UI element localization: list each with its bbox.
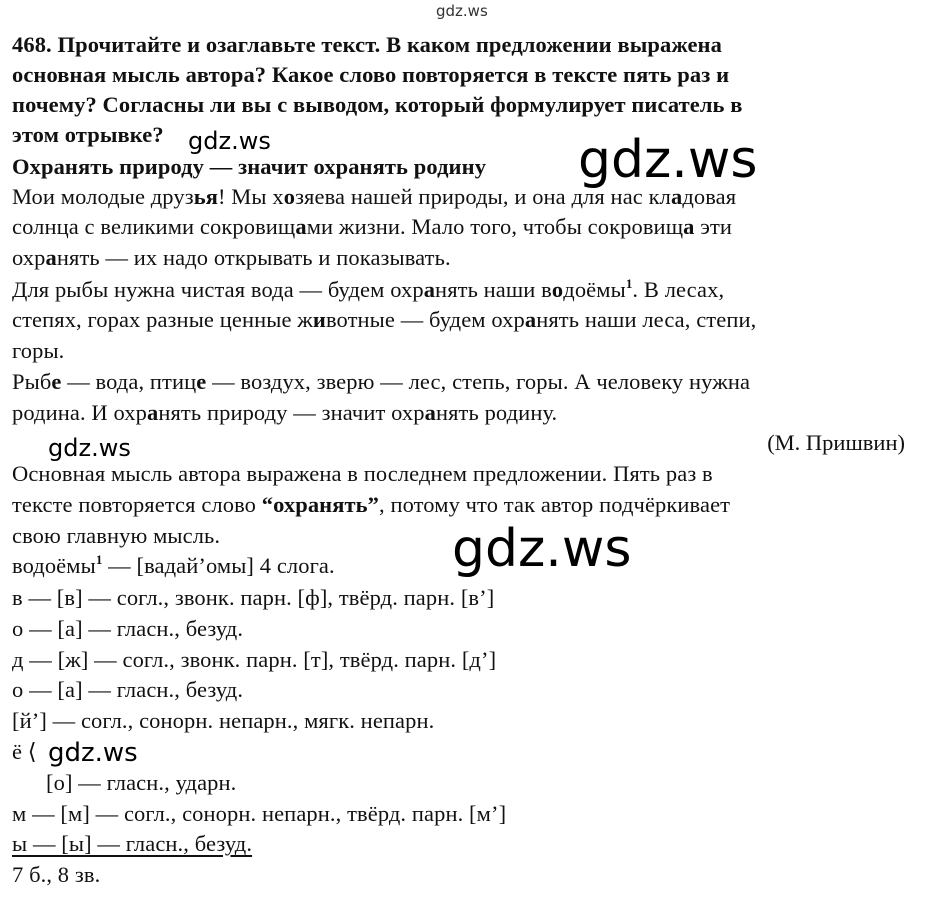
watermark-top: gdz.ws	[436, 2, 488, 20]
answer-line-1: Основная мысль автора выражена в последнем предложении. Пять раз в	[12, 461, 713, 486]
text-line-8: родина. И охранять природу — значит охранять родину.	[12, 400, 558, 425]
task-line-3: почему? Согласны ли вы с выводом, который формулирует писатель в	[12, 92, 743, 117]
phonetic-yo-sound: [о] — гласн., ударн.	[46, 770, 237, 795]
watermark-small-yo: gdz.ws	[48, 738, 138, 768]
watermark-small-1: gdz.ws	[188, 127, 271, 155]
text-line-2: солнца с великими сокровищами жизни. Мало того, чтобы сокровища эти	[12, 214, 733, 239]
phonetic-row-2: о — [а] — гласн., безуд.	[12, 616, 244, 641]
text-author: (М. Пришвин)	[767, 430, 905, 455]
answer-line-3: свою главную мысль.	[12, 523, 221, 548]
phonetic-m-row: м — [м] — согл., сонорн. непарн., твёрд. парн. [м’]	[12, 801, 507, 826]
phonetic-row-1: в — [в] — согл., звонк. парн. [ф], твёрд. парн. [в’]	[12, 585, 495, 610]
phonetic-total: 7 б., 8 зв.	[12, 862, 101, 887]
phonetic-row-3: д — [ж] — согл., звонк. парн. [т], твёрд. парн. [д’]	[12, 647, 497, 672]
task-line-1: 468. Прочитайте и озаглавьте текст. В каком предложении выражена	[12, 32, 722, 57]
watermark-big-2: gdz.ws	[452, 519, 632, 579]
phonetic-yo-letter: ё ⟨	[12, 739, 37, 764]
phonetic-row-4: о — [а] — гласн., безуд.	[12, 677, 244, 702]
text-line-5: степях, горах разные ценные животные — будем охранять наши леса, степи,	[12, 307, 757, 332]
text-title: Охранять природу — значит охранять родину	[12, 154, 487, 179]
watermark-big-1: gdz.ws	[578, 130, 758, 190]
text-line-1: Мои молодые друзья! Мы хозяева нашей природы, и она для нас кладовая	[12, 184, 737, 209]
text-line-3: охранять — их надо открывать и показывать.	[12, 245, 451, 270]
text-line-7: Рыбе — вода, птице — воздух, зверю — лес, степь, горы. А человеку нужна	[12, 369, 751, 394]
task-line-4: этом отрывке?	[12, 122, 164, 147]
watermark-mid-left: gdz.ws	[48, 434, 131, 462]
text-line-4: Для рыбы нужна чистая вода — будем охранять наши водоёмы$^1$. В лесах,	[12, 276, 725, 302]
phonetic-word-line: водоёмы$^1$ — [вадай’омы] 4 слога.	[12, 552, 335, 578]
phonetic-row-5: [й’] — согл., сонорн. непарн., мягк. непарн.	[12, 708, 435, 733]
task-line-2: основная мысль автора? Какое слово повторяется в тексте пять раз и	[12, 62, 730, 87]
answer-line-2: тексте повторяется слово “охранять”, потому что так автор подчёркивает	[12, 492, 731, 517]
text-line-6: горы.	[12, 338, 65, 363]
phonetic-y-row: ы — [ы] — гласн., безуд.	[12, 831, 253, 856]
